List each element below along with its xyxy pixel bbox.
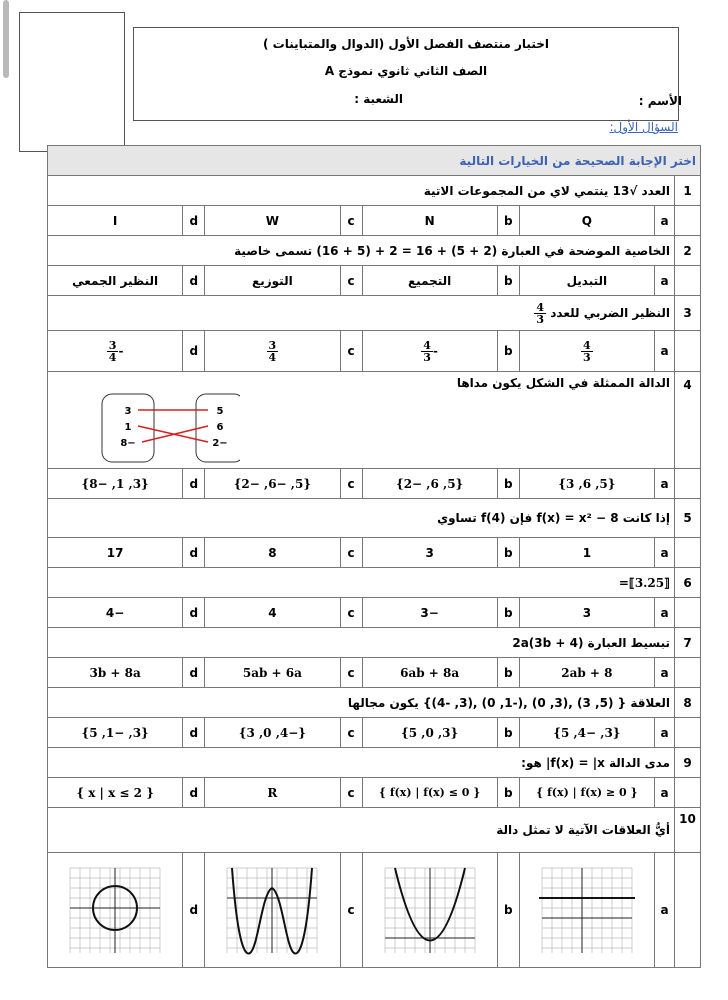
q2-option-a[interactable]: التبديل	[519, 266, 654, 296]
q3-number: 3	[675, 296, 701, 331]
q9-option-c[interactable]: R	[205, 778, 340, 808]
q4-number: 4	[675, 372, 701, 469]
q7-number: 7	[675, 628, 701, 658]
photo-box	[19, 12, 125, 152]
option-label-c: c	[340, 778, 362, 808]
q3-option-c[interactable]: $\frac{3}{4}$	[205, 331, 340, 372]
option-label-d: d	[183, 778, 205, 808]
option-label-b: b	[497, 718, 519, 748]
q7-options	[48, 658, 701, 688]
option-label-a: a	[655, 331, 675, 372]
graph-horizontal-line	[537, 863, 637, 958]
q8-text: العلاقة { (5, 3) ,(3, 0) ,(-1, 0) ,(3, -4)} يكون مجالها	[48, 688, 675, 718]
q9-text: مدى الدالة f(x) = |x| هو:	[48, 748, 675, 778]
option-label-d: d	[183, 331, 205, 372]
q1-options	[48, 206, 701, 236]
option-label-c: c	[340, 206, 362, 236]
domain-value-1: 3	[124, 406, 132, 417]
grade-model: الصف الثاني ثانوي نموذج A	[324, 64, 488, 78]
option-label-d: d	[183, 718, 205, 748]
option-label-b: b	[497, 266, 519, 296]
q9-options	[48, 778, 701, 808]
q3-fraction: $\frac{4}{3}$	[536, 300, 545, 326]
q5-option-d[interactable]: 17	[48, 538, 183, 568]
q4-text: الدالة الممثلة في الشكل يكون مداها	[456, 376, 670, 390]
q1-option-c[interactable]: W	[205, 206, 340, 236]
option-label-d: d	[183, 853, 205, 968]
q7-text: تبسيط العبارة 2a(3b + 4)	[48, 628, 675, 658]
exam-title: اختبار منتصف الفصل الأول (الدوال والمتباينات )	[263, 37, 549, 51]
q5-option-c[interactable]: 8	[205, 538, 340, 568]
q4-option-d[interactable]: {3, 1, −8}	[48, 469, 183, 499]
section-label: الشعبة :	[354, 92, 403, 106]
questions-table	[47, 145, 701, 968]
q8-option-c[interactable]: {−4, 0, 3}	[205, 718, 340, 748]
option-label-c: c	[340, 469, 362, 499]
option-label-b: b	[497, 331, 519, 372]
q3-options	[48, 331, 701, 372]
q7-option-d[interactable]: 3b + 8a	[48, 658, 183, 688]
domain-value-3: −8	[120, 438, 136, 449]
q3-option-d[interactable]: - $\frac{3}{4}$	[48, 331, 183, 372]
q8-option-a[interactable]: {3, −4, 5}	[519, 718, 654, 748]
q2-options	[48, 266, 701, 296]
option-label-c: c	[340, 266, 362, 296]
section-title: السؤال الأول:	[609, 120, 678, 134]
q10-option-a[interactable]	[519, 853, 654, 968]
range-value-1: 5	[216, 406, 224, 417]
option-label-c: c	[340, 598, 362, 628]
q4-text-cell	[48, 372, 675, 469]
q3-option-b[interactable]: - $\frac{4}{3}$	[362, 331, 497, 372]
option-label-a: a	[655, 538, 675, 568]
q10-option-c[interactable]	[205, 853, 340, 968]
q3-text-cell	[48, 296, 675, 331]
option-label-a: a	[655, 718, 675, 748]
q2-option-b[interactable]: التجميع	[362, 266, 497, 296]
option-label-a: a	[655, 206, 675, 236]
option-label-d: d	[183, 469, 205, 499]
q4-option-a[interactable]: {5, 6, 3}	[519, 469, 654, 499]
q2-option-c[interactable]: التوزيع	[205, 266, 340, 296]
option-label-d: d	[183, 266, 205, 296]
q5-number: 5	[675, 499, 701, 538]
q3-text: النظير الضربي للعدد	[550, 305, 670, 320]
q1-option-b[interactable]: N	[362, 206, 497, 236]
q8-option-d[interactable]: {3, −1, 5}	[48, 718, 183, 748]
q1-option-d[interactable]: I	[48, 206, 183, 236]
option-label-c: c	[340, 658, 362, 688]
q9-number: 9	[675, 748, 701, 778]
range-value-2: 6	[216, 422, 224, 433]
q1-option-a[interactable]: Q	[519, 206, 654, 236]
option-label-a: a	[655, 853, 675, 968]
q5-text: إذا كانت f(x) = x² − 8 فإن f(4) تساوي	[48, 499, 675, 538]
q8-options	[48, 718, 701, 748]
option-label-b: b	[497, 206, 519, 236]
q4-options	[48, 469, 701, 499]
q2-text: الخاصية الموضحة في العبارة (2 + 5) + 16 = 2 + (5 + 16) تسمى خاصية	[48, 236, 675, 266]
q5-option-b[interactable]: 3	[362, 538, 497, 568]
q10-option-d[interactable]	[48, 853, 183, 968]
q5-options	[48, 538, 701, 568]
q4-option-c[interactable]: {5, −6, −2}	[205, 469, 340, 499]
q2-option-d[interactable]: النظير الجمعي	[48, 266, 183, 296]
q8-number: 8	[675, 688, 701, 718]
q9-option-d[interactable]: { x | x ≤ 2 }	[48, 778, 183, 808]
q10-number: 10	[675, 808, 701, 853]
q7-option-b[interactable]: 6ab + 8a	[362, 658, 497, 688]
instructions: اختر الإجابة الصحيحة من الخيارات التالية	[48, 146, 701, 176]
q8-option-b[interactable]: {3, 0, 5}	[362, 718, 497, 748]
graph-parabola	[380, 863, 480, 958]
option-label-c: c	[340, 331, 362, 372]
q10-text: أيُّ العلاقات الآتية لا تمثل دالة	[48, 808, 675, 853]
option-label-a: a	[655, 266, 675, 296]
graph-circle	[65, 863, 165, 958]
q10-option-b[interactable]	[362, 853, 497, 968]
option-label-b: b	[497, 598, 519, 628]
q9-option-b[interactable]: { f(x) | f(x) ≤ 0 }	[362, 778, 497, 808]
option-label-b: b	[497, 538, 519, 568]
option-label-c: c	[340, 853, 362, 968]
q6-option-c[interactable]: 4	[205, 598, 340, 628]
q2-number: 2	[675, 236, 701, 266]
option-label-c: c	[340, 718, 362, 748]
q6-number: 6	[675, 568, 701, 598]
q7-option-c[interactable]: 5ab + 6a	[205, 658, 340, 688]
option-label-d: d	[183, 206, 205, 236]
option-label-a: a	[655, 658, 675, 688]
graph-w-curve	[222, 863, 322, 958]
range-value-3: −2	[212, 438, 228, 449]
q5-option-a[interactable]: 1	[519, 538, 654, 568]
q6-option-b[interactable]: −3	[362, 598, 497, 628]
q10-options	[48, 853, 701, 968]
q6-option-d[interactable]: −4	[48, 598, 183, 628]
option-label-c: c	[340, 538, 362, 568]
q6-option-a[interactable]: 3	[519, 598, 654, 628]
q9-option-a[interactable]: { f(x) | f(x) ≥ 0 }	[519, 778, 654, 808]
option-label-b: b	[497, 658, 519, 688]
header-box	[133, 27, 679, 121]
q6-options	[48, 598, 701, 628]
option-label-b: b	[497, 469, 519, 499]
name-label: الأسم :	[638, 94, 682, 108]
option-label-b: b	[497, 778, 519, 808]
q4-option-b[interactable]: {5, 6, −2}	[362, 469, 497, 499]
option-label-d: d	[183, 538, 205, 568]
option-label-a: a	[655, 778, 675, 808]
option-label-a: a	[655, 598, 675, 628]
option-label-d: d	[183, 598, 205, 628]
option-label-b: b	[497, 853, 519, 968]
option-label-d: d	[183, 658, 205, 688]
scrollbar[interactable]	[3, 0, 9, 78]
q6-text: ⟦3.25⟧=	[48, 568, 675, 598]
q3-option-a[interactable]: $\frac{4}{3}$	[519, 331, 654, 372]
mapping-diagram	[100, 392, 240, 466]
domain-value-2: 1	[124, 422, 132, 433]
q1-number: 1	[675, 176, 701, 206]
q7-option-a[interactable]: 2ab + 8	[519, 658, 654, 688]
q1-text: العدد √13 ينتمي لاي من المجموعات الاتية	[48, 176, 675, 206]
option-label-a: a	[655, 469, 675, 499]
